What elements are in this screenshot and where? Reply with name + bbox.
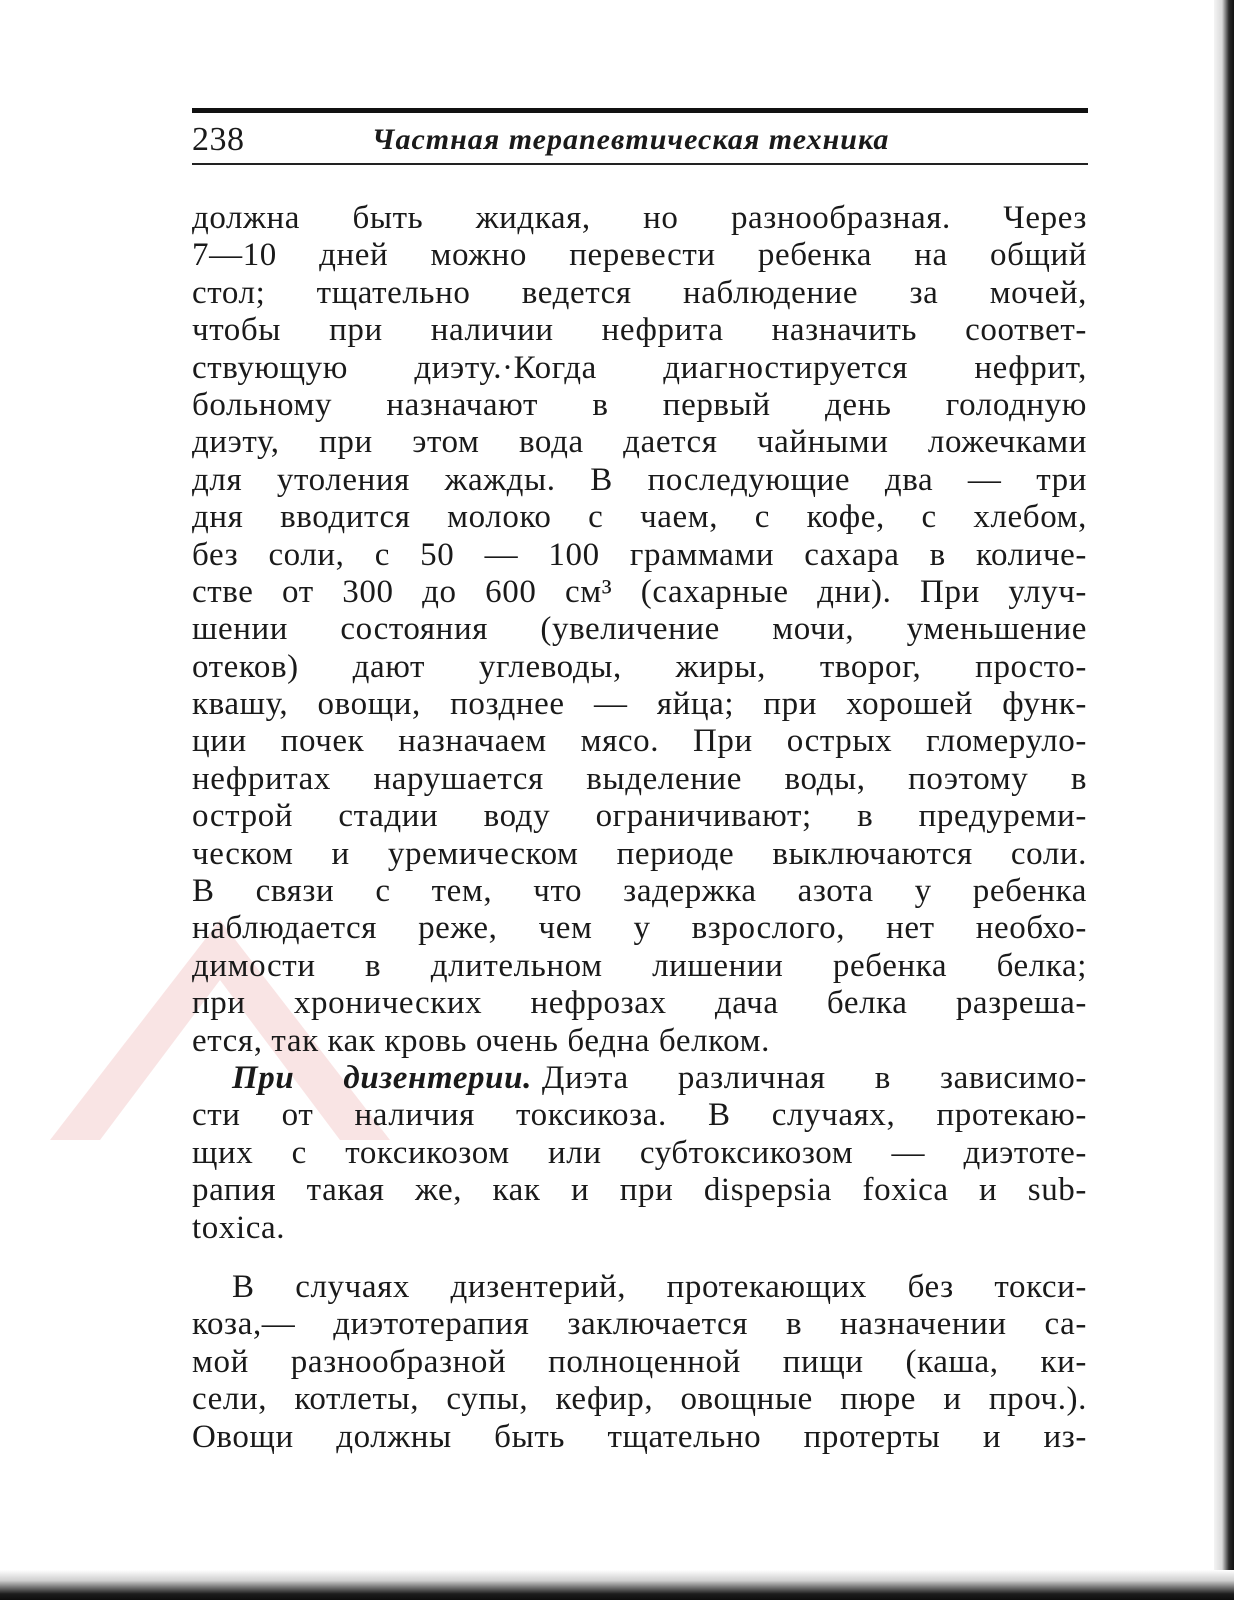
text-line: рапия такая же, как и при dispepsia foxica и sub- (192, 1172, 1087, 1209)
text-line: шении состояния (увеличение мочи, уменьшение (192, 611, 1087, 648)
text-line: ется, так как кровь очень бедна белком. (192, 1022, 770, 1059)
text-line: ствующую диэту.·Когда диагностируется нефрит, (192, 349, 1087, 386)
text-line: ции почек назначаем мясо. При острых гломеруло- (192, 723, 1087, 760)
text-line: щих с токсикозом или субтоксикозом — диэтоте- (192, 1134, 1087, 1171)
header-rule-bottom (192, 163, 1088, 165)
text-line: В случаях дизентерий, протекающих без токси- (232, 1268, 1087, 1305)
paragraph-nephritis (192, 200, 1087, 1060)
running-header (192, 108, 1088, 168)
italic-lead-heading: При дизентерии. (232, 1059, 532, 1096)
text-line: toxica. (192, 1209, 286, 1246)
text-line: острой стадии воду ограничивают; в предуреми- (192, 798, 1087, 835)
text-line: без соли, с 50 — 100 граммами сахара в количе- (192, 536, 1087, 573)
page-number: 238 (192, 121, 245, 158)
text-line: коза,— диэтотерапия заключается в назначении са- (192, 1306, 1087, 1343)
text-line: квашу, овощи, позднее — яйца; при хорошей функ- (192, 686, 1087, 723)
text-line: должна быть жидкая, но разнообразная. Через (192, 200, 1087, 236)
text-line: сели, котлеты, супы, кефир, овощные пюре и проч.). (192, 1381, 1087, 1418)
text-line: 7—10 дней можно перевести ребенка на общий (192, 237, 1087, 274)
running-title: Частная терапевтическая техника (372, 123, 890, 156)
text-line (192, 1060, 1087, 1097)
text-line: наблюдается реже, чем у взрослого, нет необхо- (192, 910, 1087, 947)
text-line: чтобы при наличии нефрита назначить соответ- (192, 312, 1087, 349)
text-line: стол; тщательно ведется наблюдение за мочей, (192, 274, 1087, 311)
text-line: димости в длительном лишении ребенка белка; (192, 947, 1087, 984)
text-line: мой разнообразной полноценной пищи (каша, ки- (192, 1343, 1087, 1380)
text-line: диэту, при этом вода дается чайными ложечками (192, 424, 1087, 461)
text-line: при хронических нефрозах дача белка разреша- (192, 985, 1087, 1022)
text-line: сти от наличия токсикоза. В случаях, протекаю- (192, 1097, 1087, 1134)
text-line: стве от 300 до 600 см³ (сахарные дни). При улуч- (192, 573, 1087, 610)
body-text (192, 200, 1087, 1456)
scan-bottom-edge (0, 1570, 1234, 1600)
text-line: нефритах нарушается выделение воды, поэтому в (192, 760, 1087, 797)
text-line: для утоления жажды. В последующие два — три (192, 461, 1087, 498)
first-line-rest: Диэта различная в зависимо- (541, 1059, 1087, 1096)
text-line: дня вводится молоко с чаем, с кофе, с хлебом, (192, 499, 1087, 536)
text-line: больному назначают в первый день голодную (192, 386, 1087, 423)
header-rule-top (192, 108, 1088, 113)
text-line: отеков) дают углеводы, жиры, творог, просто- (192, 648, 1087, 685)
scan-right-edge (1214, 0, 1234, 1600)
text-line: ческом и уремическом периоде выключаются соли. (192, 835, 1087, 872)
text-line: В связи с тем, что задержка азота у ребенка (192, 873, 1087, 910)
paragraph-dysentery (192, 1060, 1087, 1247)
paragraph-dysentery-no-toxicosis (192, 1269, 1087, 1456)
paragraph-gap (192, 1247, 1087, 1269)
text-line: Овощи должны быть тщательно протерты и из- (192, 1418, 1087, 1455)
